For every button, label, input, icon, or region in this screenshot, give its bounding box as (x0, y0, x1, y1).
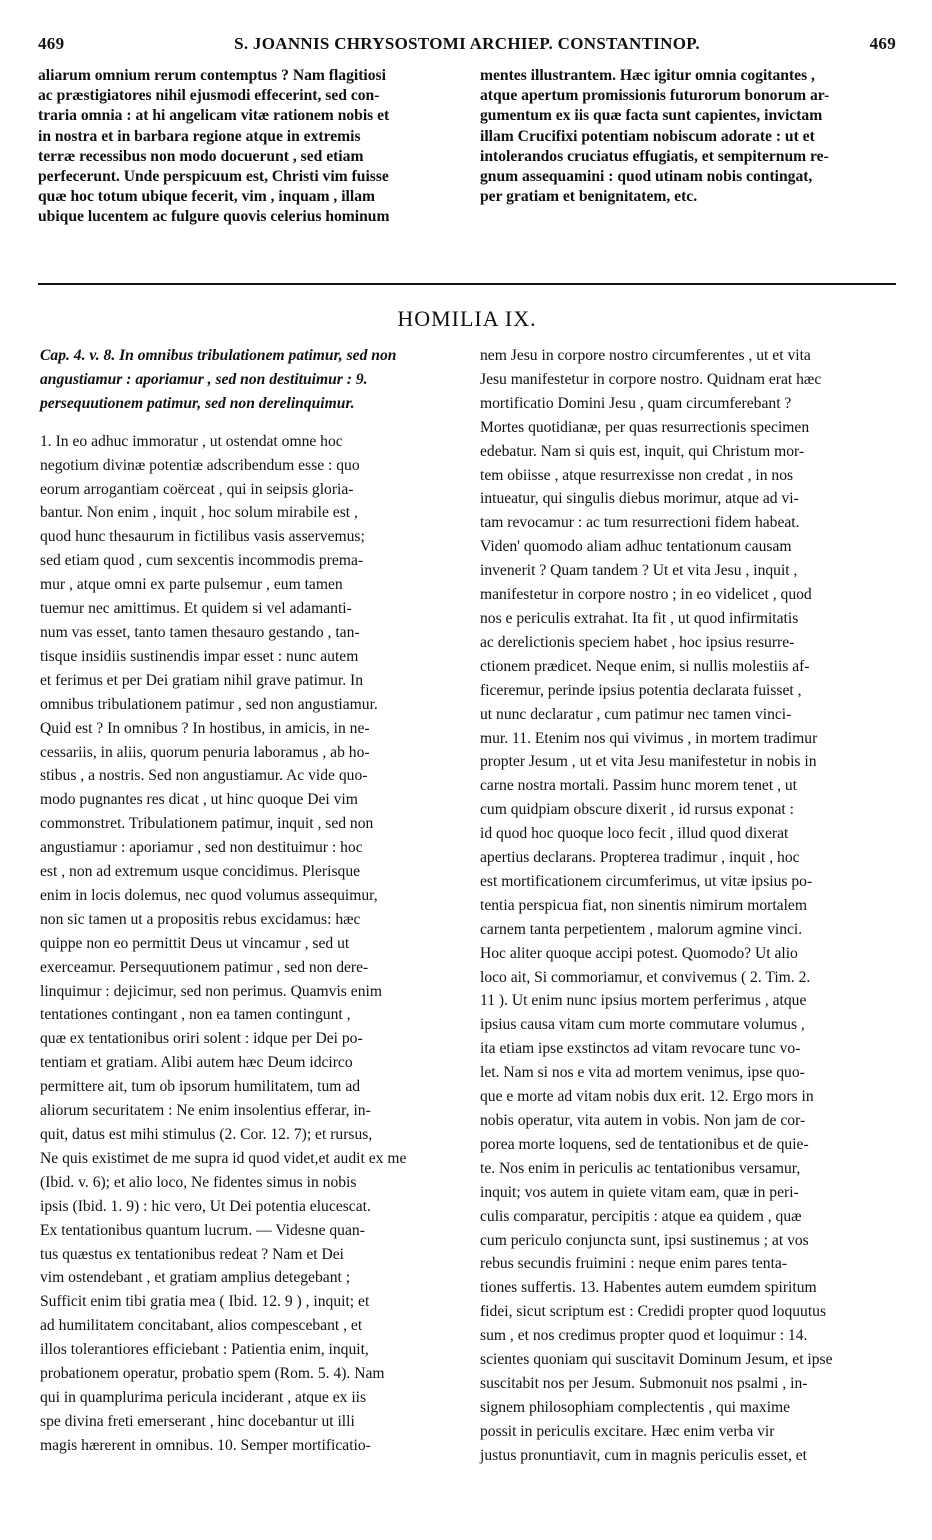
text-line: negotium divinæ potentiæ adscribendum esse : quo (40, 456, 360, 474)
text-line: atque apertum promissionis futurorum bonorum ar- (480, 87, 830, 105)
text-line: mortificatio Domini Jesu , quam circumferebant ? (480, 394, 792, 412)
text-line: illos tolerantiores efficiebant : Patientia enim, inquit, (40, 1341, 369, 1359)
text-line: Jesu manifestetur in corpore nostro. Quidnam erat hæc (480, 370, 822, 388)
text-line: edebatur. Nam si quis est, inquit, qui Christum mor- (480, 442, 805, 460)
text-line: cum quidpiam obscure dixerit , id rursus exponat : (480, 801, 794, 819)
text-line: rebus secundis fruimini : neque enim pares tenta- (480, 1255, 788, 1273)
text-line: ac derelictionis speciem habet , hoc ipsius resurre- (480, 633, 795, 651)
text-line: nem Jesu in corpore nostro circumferentes , ut et vita (480, 347, 811, 364)
text-line: signem philosophiam complectentis , qui maxime (480, 1398, 791, 1416)
text-line: exerceamur. Persequutionem patimur , sed non dere- (40, 958, 369, 976)
text-line: mentes illustrantem. Hæc igitur omnia cogitantes , (480, 67, 815, 84)
text-line: est mortificationem circumferimus, ut vitæ ipsius po- (480, 872, 813, 890)
text-line: cessariis, in aliis, quorum penuria laboramus , ab ho- (40, 743, 370, 761)
text-line: probationem operatur, probatio spem (Rom. 5. 4). Nam (40, 1365, 385, 1383)
text-line: sed etiam quod , cum sexcentis incommodis prema- (40, 552, 364, 570)
paragraph-gap (40, 416, 458, 430)
text-line: ad humilitatem concitabant, alios compescebant , et (40, 1317, 363, 1335)
text-line: justus pronuntiavit, cum in magnis periculis esset, et (480, 1446, 807, 1464)
text-line: tiones suffertis. 13. Habentes autem eumdem spiritum (480, 1279, 817, 1297)
text-line: loco ait, Si commoriamur, et convivemus ( 2. Tim. 2. (480, 968, 811, 986)
top-right-column (480, 66, 896, 207)
left-body-text (40, 430, 458, 1458)
top-left-column (38, 66, 456, 228)
text-line: nos e periculis extrahat. Ita fit , ut quod infirmitatis (480, 609, 799, 627)
main-right-column (480, 344, 896, 1468)
text-line: cum periculo conjuncta sunt, ipsi sustinemus ; at vos (480, 1231, 809, 1249)
page-number-right: 469 (869, 34, 896, 53)
text-line: est , non ad extremum usque concidimus. Plerisque (40, 863, 361, 881)
text-line: Viden' quomodo aliam adhuc tentationum causam (480, 538, 792, 556)
text-line: illam Crucifixi potentiam nobiscum adorate : ut et (480, 127, 815, 145)
homily-title: HOMILIA IX. (397, 306, 537, 331)
text-line: tus quæstus ex tentationibus redeat ? Nam et Dei (40, 1245, 345, 1263)
text-line: vim ostendebant , et gratiam amplius detegebant ; (40, 1269, 351, 1287)
text-line: fidei, sicut scriptum est : Credidi propter quod loquutus (480, 1303, 827, 1321)
text-line: intueatur, qui singulis diebus morimur, atque ad vi- (480, 490, 799, 508)
text-line: qui in quamplurima pericula inciderant , atque ex iis (40, 1388, 367, 1406)
text-line: mur , atque omni ex parte pulsemur , eum tamen (40, 576, 343, 594)
running-head-title: S. JOANNIS CHRYSOSTOMI ARCHIEP. CONSTANTINOP. (234, 34, 700, 53)
text-line: Mortes quotidianæ, per quas resurrectionis specimen (480, 418, 810, 436)
text-line: eorum arrogantiam coërceat , qui in seipsis gloria- (40, 480, 354, 498)
text-line: ac præstigiatores nihil ejusmodi effecerint, sed con- (38, 87, 380, 105)
text-line: linquimur : dejicimur, sed non perimus. Quamvis enim (40, 982, 382, 1000)
text-line: inquit; vos autem in quiete vitam eam, quæ in peri- (480, 1183, 799, 1201)
text-line: quæ ex tentationibus oriri solent : idque per Dei po- (40, 1030, 363, 1048)
text-line: et ferimus et per Dei gratiam nihil grave patimur. In (40, 671, 364, 689)
text-line: suscitabit nos per Jesum. Submonuit nos psalmi , in- (480, 1374, 808, 1392)
text-line: bantur. Non enim , inquit , hoc solum mirabile est , (40, 504, 358, 522)
text-line: ut nunc declaratur , cum patimur nec tamen vinci- (480, 705, 792, 723)
chapter-lemma (40, 344, 458, 416)
text-line: tisque insidiis sustinendis impar esset : nunc autem (40, 647, 359, 665)
text-line: ipsius causa vitam cum morte commutare volumus , (480, 1016, 805, 1034)
text-line: quæ hoc totum ubique fecerit, vim , inquam , illam (38, 188, 376, 206)
text-line: mur. 11. Etenim nos qui vivimus , in mortem tradimur (480, 729, 818, 747)
text-line: quit, datus est mihi stimulus (2. Cor. 12. 7); et rursus, (40, 1126, 373, 1143)
text-line: (Ibid. v. 6); et alio loco, Ne fidentes simus in nobis (40, 1173, 357, 1191)
text-line: angustiamur : aporiamur , sed non destituimur : 9. (40, 370, 368, 388)
text-line: permittere ait, tum ob ipsorum humilitatem, tum ad (40, 1078, 361, 1096)
text-line: Ne quis existimet de me supra id quod videt,et audit ex me (40, 1149, 407, 1167)
text-line: tentiam et gratiam. Alibi autem hæc Deum idcirco (40, 1054, 353, 1072)
text-line: per gratiam et benignitatem, etc. (480, 188, 698, 206)
section-divider (38, 283, 896, 285)
text-line: porea morte loquens, sed de tentationibus et de quie- (480, 1135, 809, 1153)
text-line: id quod hoc quoque loco fecit , illud quod dixerat (480, 825, 789, 843)
text-line: modo pugnantes res dicat , ut hinc quoque Dei vim (40, 791, 358, 809)
text-line: let. Nam si nos e vita ad mortem venimus, ipse quo- (480, 1064, 805, 1082)
text-line: 1. In eo adhuc immoratur , ut ostendat omne hoc (40, 432, 343, 450)
text-line: tem obiisse , atque resurrexisse non credat , in nos (480, 466, 794, 484)
text-line: manifestetur in corpore nostro ; in eo videlicet , quod (480, 586, 812, 604)
text-line: possit in periculis excitare. Hæc enim verba vir (480, 1422, 775, 1440)
text-line: persequutionem patimur, sed non derelinquimur. (40, 394, 355, 412)
text-line: gumentum ex iis quæ facta sunt capientes, invictam (480, 107, 823, 125)
text-line: nobis operatur, vita autem in vobis. Non jam de cor- (480, 1112, 806, 1129)
text-line: tuemur nec amittimus. Et quidem si vel adamanti- (40, 600, 352, 618)
text-line: sum , et nos credimus propter quod et loquimur : 14. (480, 1327, 808, 1345)
text-line: ipsis (Ibid. 1. 9) : hic vero, Ut Dei potentia elucescat. (40, 1197, 371, 1215)
text-line: ita etiam ipse exstinctos ad vitam revocare tunc vo- (480, 1040, 801, 1058)
text-line: spe divina freti emerserant , hinc docebantur ut illi (40, 1412, 355, 1430)
text-line: Quid est ? In omnibus ? In hostibus, in amicis, in ne- (40, 719, 370, 737)
text-line: num vas esset, tanto tamen thesauro gestando , tan- (40, 623, 360, 641)
text-line: Ex tentationibus quantum lucrum. — Videsne quan- (40, 1221, 365, 1239)
text-line: Sufficit enim tibi gratia mea ( Ibid. 12. 9 ) , inquit; et (40, 1293, 370, 1311)
text-line: terræ recessibus non modo docuerunt , sed etiam (38, 147, 364, 165)
text-line: carne nostra mortali. Passim hunc morem tenet , ut (480, 777, 797, 795)
text-line: tentationes contingant , non ea tamen contingunt , (40, 1006, 351, 1024)
text-line: perfecerunt. Unde perspicuum est, Christi vim fuisse (38, 168, 389, 186)
text-line: ficeremur, perinde ipsius potentia declarata fuisset , (480, 681, 802, 699)
text-line: carnem tanta perpetientem , malorum agmine vinci. (480, 920, 803, 938)
text-line: intolerandos cruciatus effugiatis, et sempiternum re- (480, 147, 829, 165)
text-line: gnum assequamini : quod utinam nobis contingat, (480, 168, 813, 186)
text-line: te. Nos enim in periculis ac tentationibus versamur, (480, 1159, 801, 1177)
page-number-left: 469 (38, 34, 65, 53)
text-line: omnibus tribulationem patimur , sed non angustiamur. (40, 695, 378, 713)
text-line: propter Jesum , ut et vita Jesu manifestetur in nobis in (480, 753, 817, 771)
text-line: magis hærerent in omnibus. 10. Semper mortificatio- (40, 1436, 371, 1454)
text-line: scientes quoniam qui suscitavit Dominum Jesum, et ipse (480, 1351, 833, 1369)
text-line: aliarum omnium rerum contemptus ? Nam flagitiosi (38, 67, 386, 84)
text-line: traria omnia : at hi angelicam vitæ rationem nobis et (38, 107, 390, 125)
text-line: que e morte ad vitam nobis dux erit. 12. Ergo mors in (480, 1088, 814, 1106)
running-head (38, 34, 896, 58)
text-line: in nostra et in barbara regione atque in extremis (38, 127, 361, 145)
text-line: invenerit ? Quam tandem ? Ut et vita Jesu , inquit , (480, 562, 798, 580)
text-line: Hoc aliter quoque accipi potest. Quomodo? Ut alio (480, 944, 798, 962)
text-line: enim in locis dolemus, nec quod volumus assequimur, (40, 886, 378, 904)
text-line: culis comparatur, percipitis : atque ea quidem , quæ (480, 1207, 802, 1225)
text-line: commonstret. Tribulationem patimur, inquit , sed non (40, 815, 374, 833)
text-line: aliorum securitatem : Ne enim insolentius efferar, in- (40, 1102, 371, 1120)
text-line: ctionem prædicet. Neque enim, si nullis molestiis af- (480, 657, 810, 675)
text-line: non sic tamen ut a propositis rebus excidamus: hæc (40, 910, 361, 928)
text-line: ubique lucentem ac fulgure quovis celerius hominum (38, 208, 390, 226)
text-line: stibus , a nostris. Sed non angustiamur. Ac vide quo- (40, 767, 368, 785)
text-line: angustiamur : aporiamur , sed non destituimur : hoc (40, 839, 363, 857)
text-line: 11 ). Ut enim nunc ipsius mortem perferimus , atque (480, 992, 807, 1010)
text-line: tam revocamur : ac tum resurrectioni fidem habeat. (480, 514, 800, 532)
text-line: apertius declarans. Propterea tradimur , inquit , hoc (480, 849, 800, 867)
text-line: Cap. 4. v. 8. In omnibus tribulationem patimur, sed non (40, 347, 397, 364)
main-left-column (40, 344, 458, 1458)
text-line: quippe non eo permittit Deus ut vincamur , sed ut (40, 934, 350, 952)
text-line: tentia perspicua fiat, non sinentis nimirum mortalem (480, 896, 807, 914)
text-line: quod hunc thesaurum in fictilibus vasis asservemus; (40, 528, 365, 546)
